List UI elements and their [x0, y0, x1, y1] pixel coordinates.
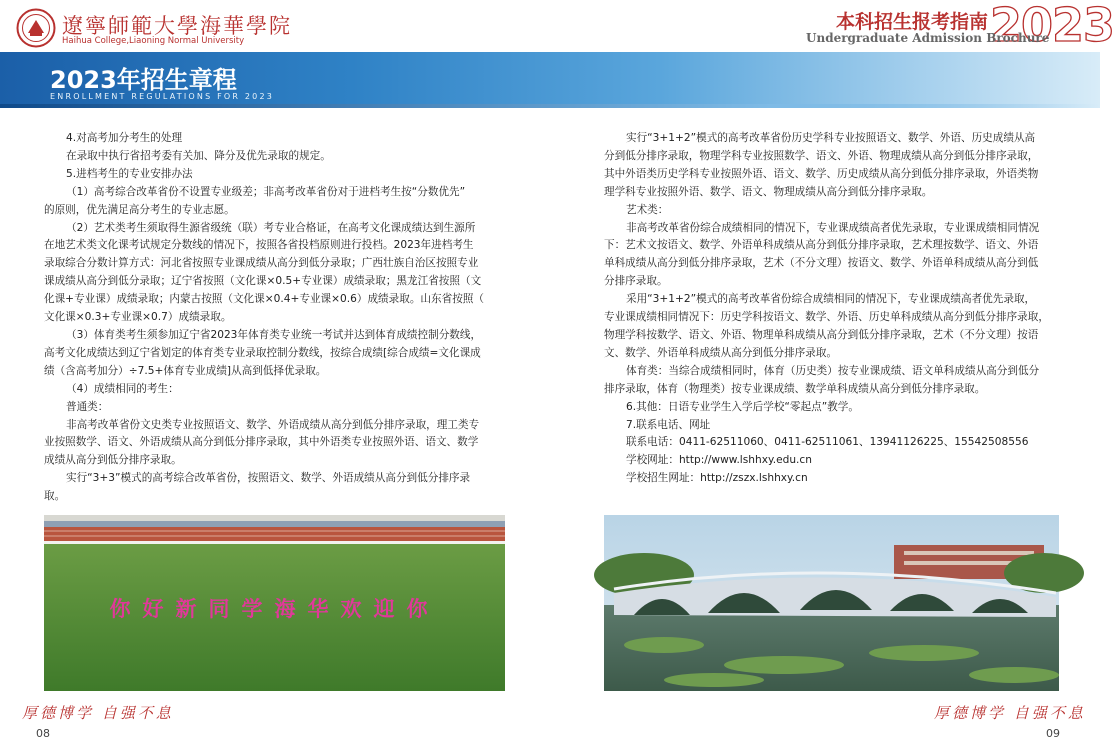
page-number-right: 09 — [1046, 727, 1060, 740]
paragraph: 文化课×0.3+专业课×0.7）成绩录取。 — [44, 311, 232, 324]
paragraph: 成绩从高分到低分排序录取。 — [44, 454, 182, 467]
school-name-en: Haihua College,Liaoning Normal University — [62, 36, 245, 46]
paragraph: 绩（含高考加分）÷7.5+体育专业成绩]从高到低择优录取。 — [44, 364, 327, 377]
paragraph: 在地艺术类文化课考试规定分数线的情况下，按照各省投档原则进行投档。2023年进档考生 — [44, 239, 474, 252]
paragraph: 实行“3+1+2”模式的高考改革省份历史学科专业按照语文、数学、外语、历史成绩从高 — [626, 132, 1036, 144]
paragraph: （2）艺术类考生须取得生源省级统（联）考专业合格证，在高考文化课成绩达到生源所 — [66, 221, 476, 234]
paragraph: 专业课成绩相同情况下：历史学科按语文、数学、外语、历史单科成绩从高分到低分排序录取， — [604, 311, 1049, 324]
paragraph: 7.联系电话、网址 — [626, 418, 711, 431]
school-motto-left: 厚德博学 自强不息 — [22, 704, 174, 722]
paragraph: 取。 — [44, 490, 66, 503]
brochure-title-cn: 本科招生报考指南 — [836, 11, 989, 33]
paragraph: 理学科专业按照外语、数学、语文、物理成绩从高分到低分排序录取。 — [604, 185, 933, 198]
page-number-left: 08 — [36, 727, 50, 740]
paragraph: 分到低分排序录取，物理学科专业按照数学、语文、外语、物理成绩从高分到低分排序录取， — [604, 149, 1039, 162]
paragraph: 学校招生网址：http://zszx.lshhxy.cn — [626, 472, 808, 485]
left-text-column — [44, 130, 506, 506]
paragraph: 单科成绩从高分到低分排序录取，艺术（不分文理）按语文、数学、外语单科成绩从高分到低 — [604, 257, 1039, 270]
school-motto-right: 厚德博学 自强不息 — [934, 704, 1086, 722]
paragraph: 学校网址：http://www.lshhxy.edu.cn — [626, 454, 812, 467]
section-banner — [0, 52, 1100, 108]
bridge-photo — [604, 515, 1059, 691]
paragraph: 的原则，优先满足高分考生的专业志愿。 — [44, 203, 235, 216]
paragraph: 采用“3+1+2”模式的高考改革省份综合成绩相同的情况下，专业课成绩高者优先录取， — [626, 293, 1036, 306]
paragraph: 化课+专业课）成绩录取；内蒙古按照（文化课×0.4+专业课×0.6）成绩录取。山东省按照（ — [44, 293, 484, 306]
paragraph: 6.其他：日语专业学生入学后学校“零起点”教学。 — [626, 400, 859, 413]
paragraph: 非高考改革省份文史类专业按照语文、数学、外语成绩从高分到低分排序录取，理工类专 — [66, 418, 480, 431]
bridge-illustration — [604, 515, 1059, 691]
paragraph: 普通类： — [66, 400, 109, 413]
paragraph: 业按照数学、语文、外语成绩从高分到低分排序录取，其中外语类专业按照外语、语文、数学 — [44, 436, 479, 449]
paragraph: 文、数学、外语单科成绩从高分到低分排序录取。 — [604, 346, 838, 359]
paragraph: 4.对高考加分考生的处理 — [66, 132, 183, 144]
paragraph: 艺术类： — [626, 203, 669, 216]
paragraph: 联系电话：0411-62511060、0411-62511061、13941126225、15542508556 — [626, 436, 1029, 449]
section-subtitle: ENROLLMENT REGULATIONS FOR 2023 — [50, 92, 275, 101]
greeting-text: 你好新同学海华欢迎你 — [109, 596, 440, 621]
paragraph: 分排序录取。 — [604, 275, 668, 288]
paragraph: 实行“3+3”模式的高考综合改革省份，按照语文、数学、外语成绩从高分到低分排序录 — [66, 472, 471, 485]
brochure-year: 2023 — [990, 0, 1114, 52]
brochure-title-en: Undergraduate Admission Brochure — [806, 31, 1050, 45]
paragraph: 物理学科按数学、语文、外语、物理单科成绩从高分到低分排序录取，艺术（不分文理）按语 — [604, 328, 1039, 341]
paragraph: 体育类：当综合成绩相同时，体育（历史类）按专业课成绩、语文单科成绩从高分到低分 — [626, 364, 1040, 377]
paragraph: 5.进档考生的专业安排办法 — [66, 167, 193, 180]
paragraph: 高考文化成绩达到辽宁省划定的体育类专业录取控制分数线，按综合成绩[综合成绩=文化课成 — [44, 346, 481, 359]
right-text-column — [604, 130, 1064, 488]
school-logo-icon — [16, 8, 56, 48]
paragraph: 排序录取，体育（物理类）按专业课成绩、数学单科成绩从高分到低分排序录取。 — [604, 382, 986, 395]
paragraph: 其中外语类历史学科专业按照外语、语文、数学、历史成绩从高分到低分排序录取，外语类物 — [604, 167, 1039, 180]
paragraph: （3）体育类考生须参加辽宁省2023年体育类专业统一考试并达到体育成绩控制分数线， — [66, 328, 482, 341]
paragraph: 课成绩从高分到低分录取；辽宁省按照（文化课×0.5+专业课）成绩录取；黑龙江省按照（文 — [44, 275, 482, 288]
school-name-cn: 遼寧師範大學海華學院 — [62, 14, 292, 38]
paragraph: 录取综合分数计算方式：河北省按照专业课成绩从高分到低分录取；广西壮族自治区按照专业 — [44, 257, 479, 270]
paragraph: （4）成绩相同的考生： — [66, 382, 179, 395]
paragraph: 非高考改革省份综合成绩相同的情况下，专业课成绩高者优先录取，专业课成绩相同情况 — [626, 221, 1040, 234]
paragraph: 下：艺术文按语文、数学、外语单科成绩从高分到低分排序录取，艺术理按数学、语文、外语 — [604, 239, 1039, 252]
sports-field-photo — [44, 515, 505, 691]
paragraph: （1）高考综合改革省份不设置专业级差；非高考改革省份对于进档考生按“分数优先” — [66, 185, 466, 198]
paragraph: 在录取中执行省招考委有关加、降分及优先录取的规定。 — [66, 149, 331, 162]
header — [0, 0, 1114, 52]
section-title: 2023年招生章程 — [50, 66, 237, 94]
